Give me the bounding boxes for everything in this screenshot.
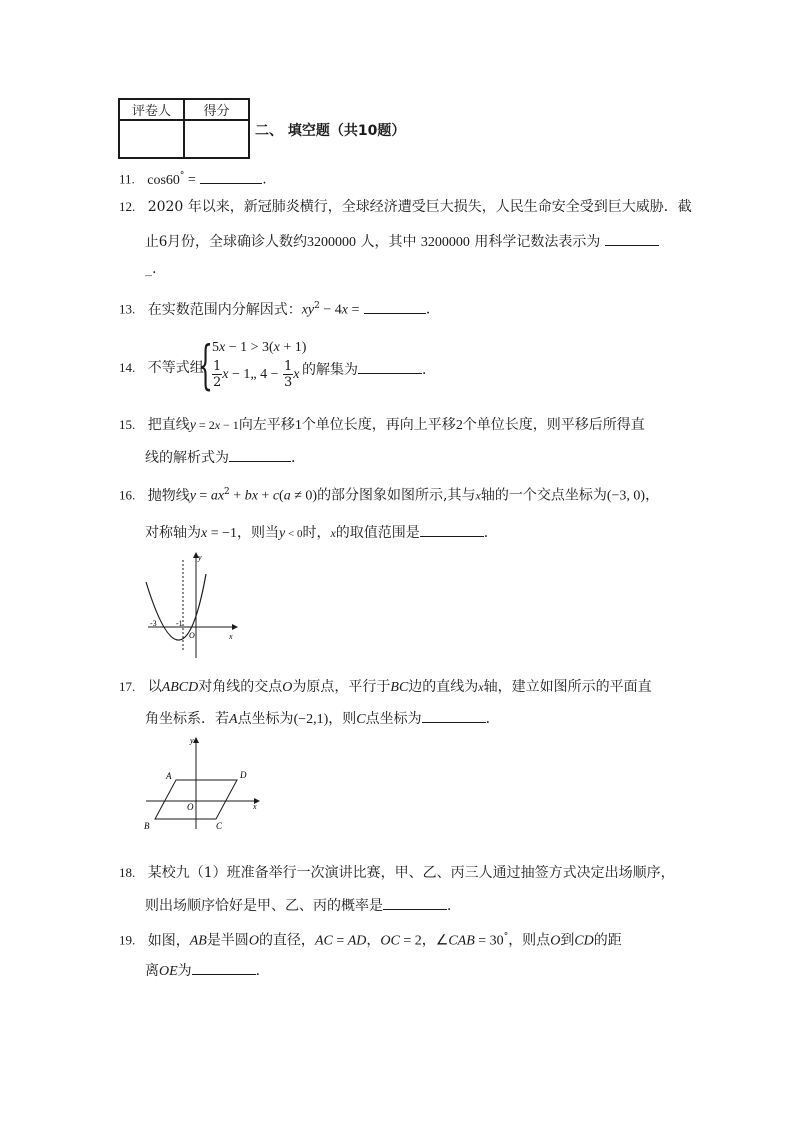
question-11: 11. cos60° = . bbox=[119, 167, 267, 190]
origin-label: O bbox=[187, 802, 194, 812]
parabola-figure bbox=[140, 548, 240, 663]
question-number: 12. bbox=[119, 199, 136, 214]
x-label: x bbox=[253, 802, 257, 811]
brace-icon: { bbox=[198, 336, 213, 396]
question-12-line2: 止6月份，全球确诊人数约3200000 人，其中 3200000 用科学记数法表示为 bbox=[145, 231, 659, 252]
fraction: $\frac{1}{2}$ bbox=[213, 358, 222, 390]
vertex-d-label: D bbox=[240, 770, 247, 780]
grading-table bbox=[118, 98, 250, 159]
fraction: $\frac{1}{3}$ bbox=[283, 358, 293, 390]
question-17: 17. 以ABCD对角线的交点O为原点，平行于BC边的直线为x轴，建立如图所示的平面直 bbox=[119, 679, 652, 695]
question-number: 17. bbox=[119, 679, 136, 694]
question-17-line2: 角坐标系．若A点坐标为(−2,1)，则C点坐标为 ． bbox=[145, 708, 500, 729]
question-18-line2: 则出场顺序恰好是甲、乙、丙的概率是 ． bbox=[145, 895, 461, 915]
grader-cell bbox=[119, 120, 184, 158]
question-number: 15. bbox=[119, 417, 136, 432]
question-number: 16. bbox=[119, 487, 136, 503]
x-axis-arrow-icon bbox=[232, 624, 238, 630]
question-number: 14. bbox=[119, 360, 136, 375]
question-number: 11. bbox=[119, 171, 135, 187]
question-12-line3: _. bbox=[145, 261, 157, 277]
answer-blank[interactable] bbox=[420, 522, 484, 537]
question-18: 18. 某校九（1）班准备举行一次演讲比赛，甲、乙、丙三人通过抽签方式决定出场顺序， bbox=[119, 865, 675, 881]
answer-blank[interactable] bbox=[200, 169, 262, 184]
question-number: 18. bbox=[119, 865, 136, 880]
score-cell bbox=[184, 120, 249, 158]
answer-blank[interactable] bbox=[383, 895, 447, 910]
question-16: 16. 抛物线$y = ax^2$ + bx + c(a ≠ 0)的部分图象如图所示,其与x轴的一个交点坐标为(−3, 0)， bbox=[119, 487, 660, 504]
grader-header: 评卷人 bbox=[119, 99, 184, 120]
question-19-line2: 离OE为 ． bbox=[145, 960, 270, 981]
answer-blank[interactable] bbox=[364, 299, 426, 314]
question-15-line2: 线的解析式为 ． bbox=[145, 447, 305, 467]
question-number: 19. bbox=[119, 932, 136, 948]
question-15: 15. 把直线y = 2x − 1向左平移1个单位长度，再向上平移2个单位长度，则平移后所得直 bbox=[119, 417, 645, 433]
answer-blank[interactable] bbox=[422, 708, 486, 723]
parabola-curve bbox=[146, 574, 206, 640]
vertex-c-label: C bbox=[216, 821, 223, 831]
answer-blank[interactable] bbox=[358, 359, 422, 374]
vertex-b-label: B bbox=[144, 821, 150, 831]
vertex-a-label: A bbox=[166, 771, 172, 781]
question-19: 19. 如图，AB是半圆O的直径，AC = AD，OC = 2，∠CAB = 30°，则点O到CD的距 bbox=[119, 932, 622, 949]
question-14: 14. 不等式组 bbox=[119, 360, 204, 376]
question-12: 12. 2020 年以来，新冠肺炎横行，全球经济遭受巨大损失，人民生命安全受到巨大威胁．截 bbox=[119, 199, 692, 215]
question-14-tail: 的解集为 ． bbox=[302, 359, 436, 379]
answer-blank[interactable] bbox=[192, 960, 256, 975]
question-number: 13. bbox=[119, 301, 136, 317]
y-axis-arrow-icon bbox=[193, 737, 199, 743]
inequality-line-2: $\frac{1}{2}$ x − 1„ 4 − $\frac{1}{3}$ x bbox=[213, 358, 300, 390]
y-label: y bbox=[190, 736, 194, 745]
tick-neg3: -3 bbox=[150, 619, 157, 628]
tick-neg1: -1 bbox=[176, 619, 183, 628]
y-label: y bbox=[198, 553, 202, 562]
inequality-line-1: 5x − 1 > 3(x + 1) bbox=[212, 340, 307, 355]
x-label: x bbox=[229, 632, 233, 641]
answer-blank[interactable] bbox=[229, 447, 291, 462]
parallelogram-figure bbox=[140, 733, 265, 833]
origin-label: O bbox=[189, 631, 195, 640]
section-title: 二、 填空题（共10题） bbox=[255, 123, 406, 139]
question-16-line2: 对称轴为x = −1，则当y < 0时，x的取值范围是 ． bbox=[145, 522, 498, 543]
answer-blank[interactable] bbox=[605, 231, 659, 246]
score-header: 得分 bbox=[184, 99, 249, 120]
question-13: 13. 在实数范围内分解因式：$xy^2 - 4x$ = ． bbox=[119, 297, 440, 320]
